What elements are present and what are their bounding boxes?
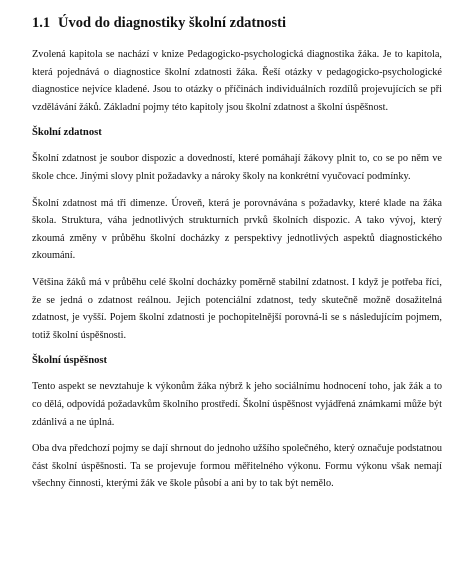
document-page bbox=[32, 14, 442, 502]
zdatnost-paragraph-2: Školní zdatnost má tři dimenze. Úroveň, která je porovnávána s požadavky, které klade na žáka škola. Struktura, váha jednotlivých strukturních prvků školních dispozic. A tako vývoj, který zkoumá změny v průběhu školní docházky z perspektivy jednotlivých aspektů diagnostického zkoumání. bbox=[32, 197, 442, 262]
section-heading bbox=[32, 14, 442, 32]
uspesnost-paragraph-1: Tento aspekt se nevztahuje k výkonům žáka nýbrž k jeho sociálnímu hodnocení toho, jak žák a to co dělá, odpovídá požadavkům školního prostředí. Školní úspěšnost vyjádřená známkami může být zdánlivá a ne úplná. bbox=[32, 381, 442, 428]
zdatnost-paragraph-1: Školní zdatnost je soubor dispozic a dovedností, které pomáhají žákovy plnit to, co se po něm ve škole chce. Jinými slovy plnit požadavky a nároky školy na konkrétní vyučovací podmínky. bbox=[32, 153, 442, 182]
subheading-skolni-uspesnost: Školní úspěšnost bbox=[32, 355, 108, 367]
section-number: 1.1 bbox=[32, 15, 51, 31]
intro-paragraph: Zvolená kapitola se nachází v knize Pedagogicko-psychologická diagnostika žáka. Je to kapitola, která pojednává o diagnostice školní zdatnosti žáka. Řeší otázky v pedagogicko-psychologické diagnostice nejvíce kladené. Jsou to otázky o příčinách individuálních rozdílů projevujících se při vzdělávání žáků. Základní pojmy této kapitoly jsou školní zdatnost a školní úspěšnost. bbox=[32, 49, 442, 113]
zdatnost-paragraph-3: Většina žáků má v průběhu celé školní docházky poměrně stabilní zdatnost. I když je potřeba říci, že se jedná o zdatnost reálnou. Jejich potenciální zdatnost, tedy skutečně možně dosažitelná zdatnost, je vyšší. Pojem školní zdatnosti je pochopitelnější porovná-li se s následujícím pojmem, totiž školní úspěšnosti. bbox=[32, 276, 442, 341]
uspesnost-paragraph-2: Oba dva předchozí pojmy se dají shrnout do jednoho užšího společného, který označuje podstatnou část školní úspěšnosti. Ta se projevuje formou měřitelného výkonu. Formu výkonu však nemají všechny činnosti, kterými žák ve škole působí a ani by to tak být nemělo. bbox=[32, 443, 442, 490]
section-title: Úvod do diagnostiky školní zdatnosti bbox=[58, 15, 287, 31]
subheading-skolni-zdatnost: Školní zdatnost bbox=[32, 127, 102, 139]
